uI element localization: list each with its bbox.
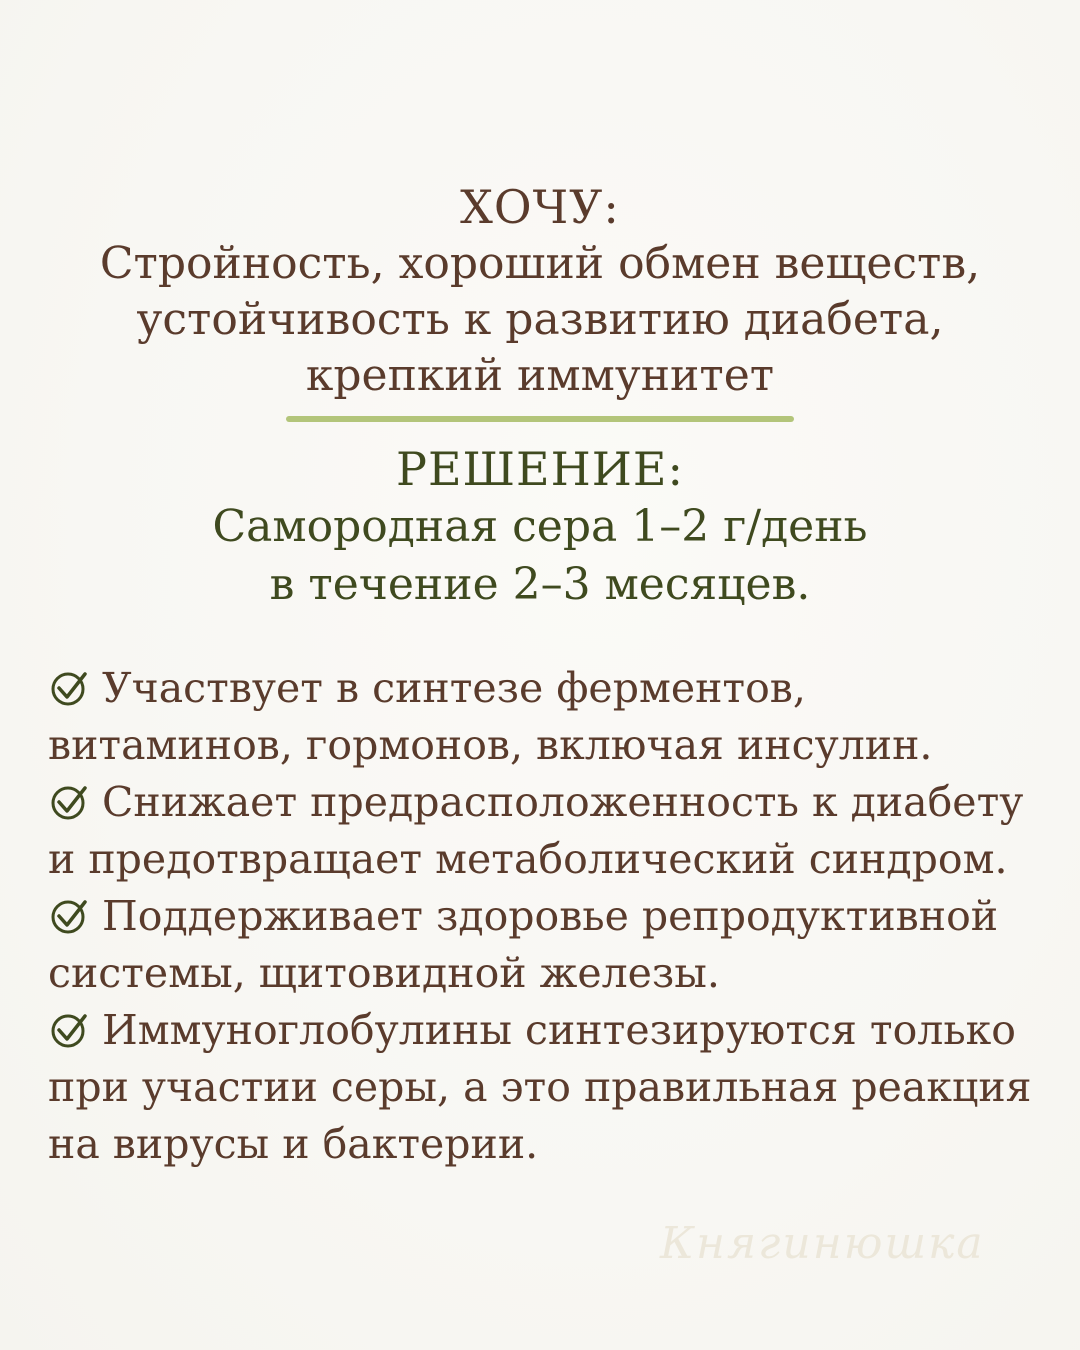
solution-heading: РЕШЕНИЕ: <box>396 442 684 496</box>
want-section <box>0 178 1080 404</box>
benefits-list <box>48 660 1048 1173</box>
benefit-text: Участвует в синтезе ферментов, витаминов, гормонов, включая инсулин. <box>48 664 933 769</box>
want-heading: ХОЧУ: <box>460 180 620 234</box>
brand-watermark: Княгинюшка <box>660 1218 985 1269</box>
solution-line: Самородная сера 1–2 г/день <box>212 501 868 552</box>
solution-line: в течение 2–3 месяцев. <box>269 559 811 610</box>
benefit-item <box>48 774 1048 888</box>
section-divider <box>286 416 794 422</box>
want-line: крепкий иммунитет <box>305 350 775 401</box>
benefit-text: Снижает предрасположенность к диабету и предотвращает метаболический синдром. <box>48 778 1024 883</box>
check-circle-icon <box>48 1008 90 1050</box>
benefit-item <box>48 1002 1048 1173</box>
check-circle-icon <box>48 666 90 708</box>
solution-section <box>0 440 1080 614</box>
benefit-text: Иммуноглобулины синтезируются только при участии серы, а это правильная реакция на вирусы и бактерии. <box>48 1006 1032 1168</box>
check-circle-icon <box>48 780 90 822</box>
check-circle-icon <box>48 894 90 936</box>
benefit-text: Поддерживает здоровье репродуктивной системы, щитовидной железы. <box>48 892 999 997</box>
benefit-item <box>48 660 1048 774</box>
want-line: Стройность, хороший обмен веществ, <box>99 238 981 289</box>
want-line: устойчивость к развитию диабета, <box>136 294 944 345</box>
benefit-item <box>48 888 1048 1002</box>
